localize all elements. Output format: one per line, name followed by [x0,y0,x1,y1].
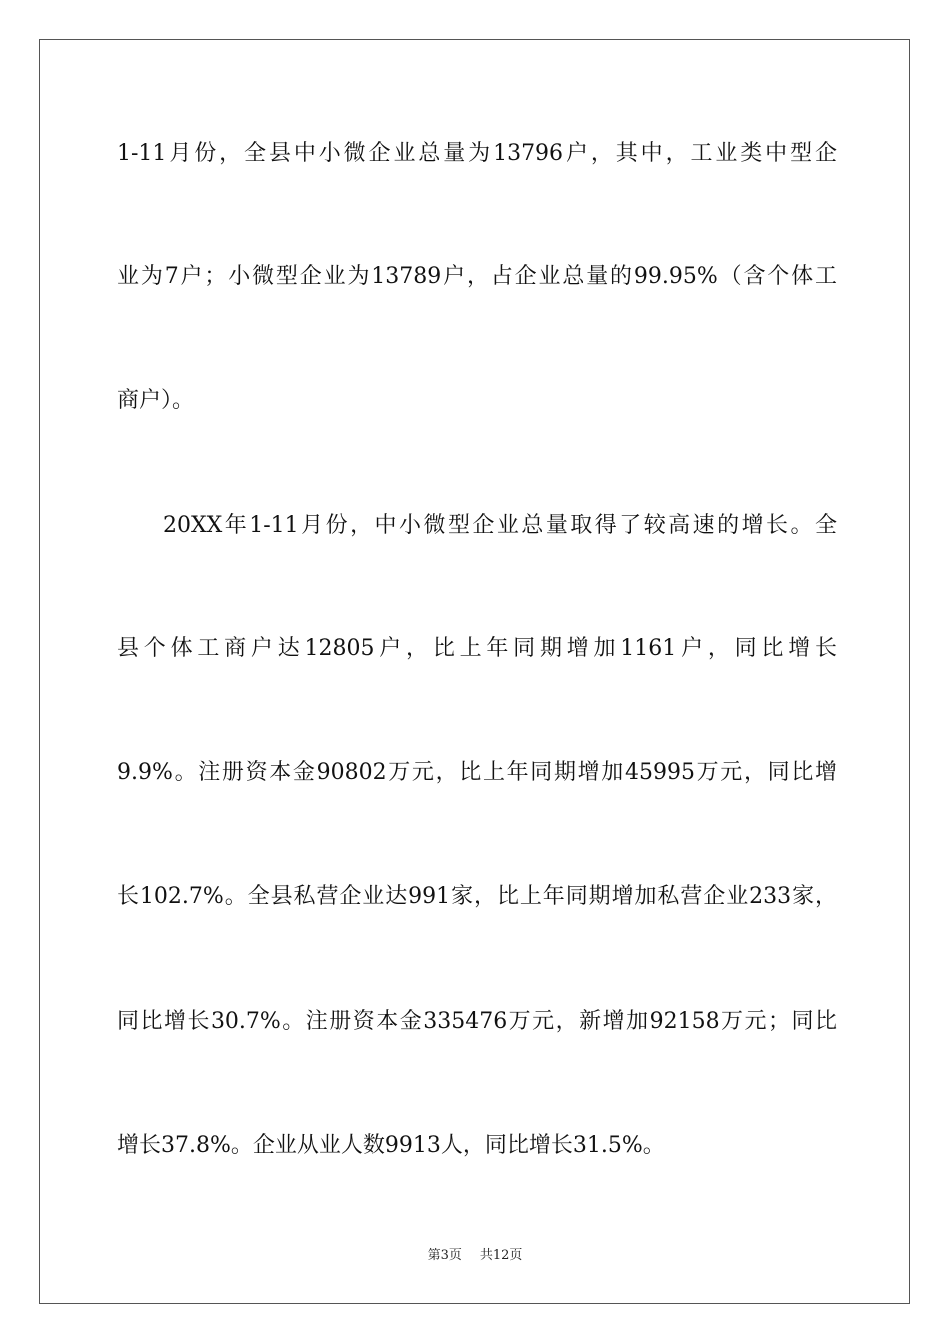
paragraph-2-line-6: 增长37.8%。企业从业人数9913人，同比增长31.5%。 [117,1133,665,1158]
page-footer [0,1247,950,1265]
paragraph-2-line-2: 县个体工商户达12805户，比上年同期增加1161户，同比增长 [117,636,837,661]
paragraph-1-line-3: 商户）。 [117,388,195,413]
paragraph-2-line-4: 长102.7%。全县私营企业达991家，比上年同期增加私营企业233家， [117,884,837,909]
paragraph-2-line-1: 20XX年1-11月份，中小微型企业总量取得了较高速的增长。全 [163,513,837,538]
paragraph-2-line-5: 同比增长30.7%。注册资本金335476万元，新增加92158万元；同比 [117,1009,837,1034]
page-total: 共12页 [479,1248,523,1263]
page-border [39,39,910,1304]
paragraph-1-line-2: 业为7户；小微型企业为13789户，占企业总量的99.95%（含个体工 [117,264,837,289]
paragraph-1-line-1: 1-11月份，全县中小微企业总量为13796户，其中，工业类中型企 [117,141,837,166]
page-number: 第3页 [427,1248,462,1263]
paragraph-2-line-3: 9.9%。注册资本金90802万元，比上年同期增加45995万元，同比增 [117,760,837,785]
